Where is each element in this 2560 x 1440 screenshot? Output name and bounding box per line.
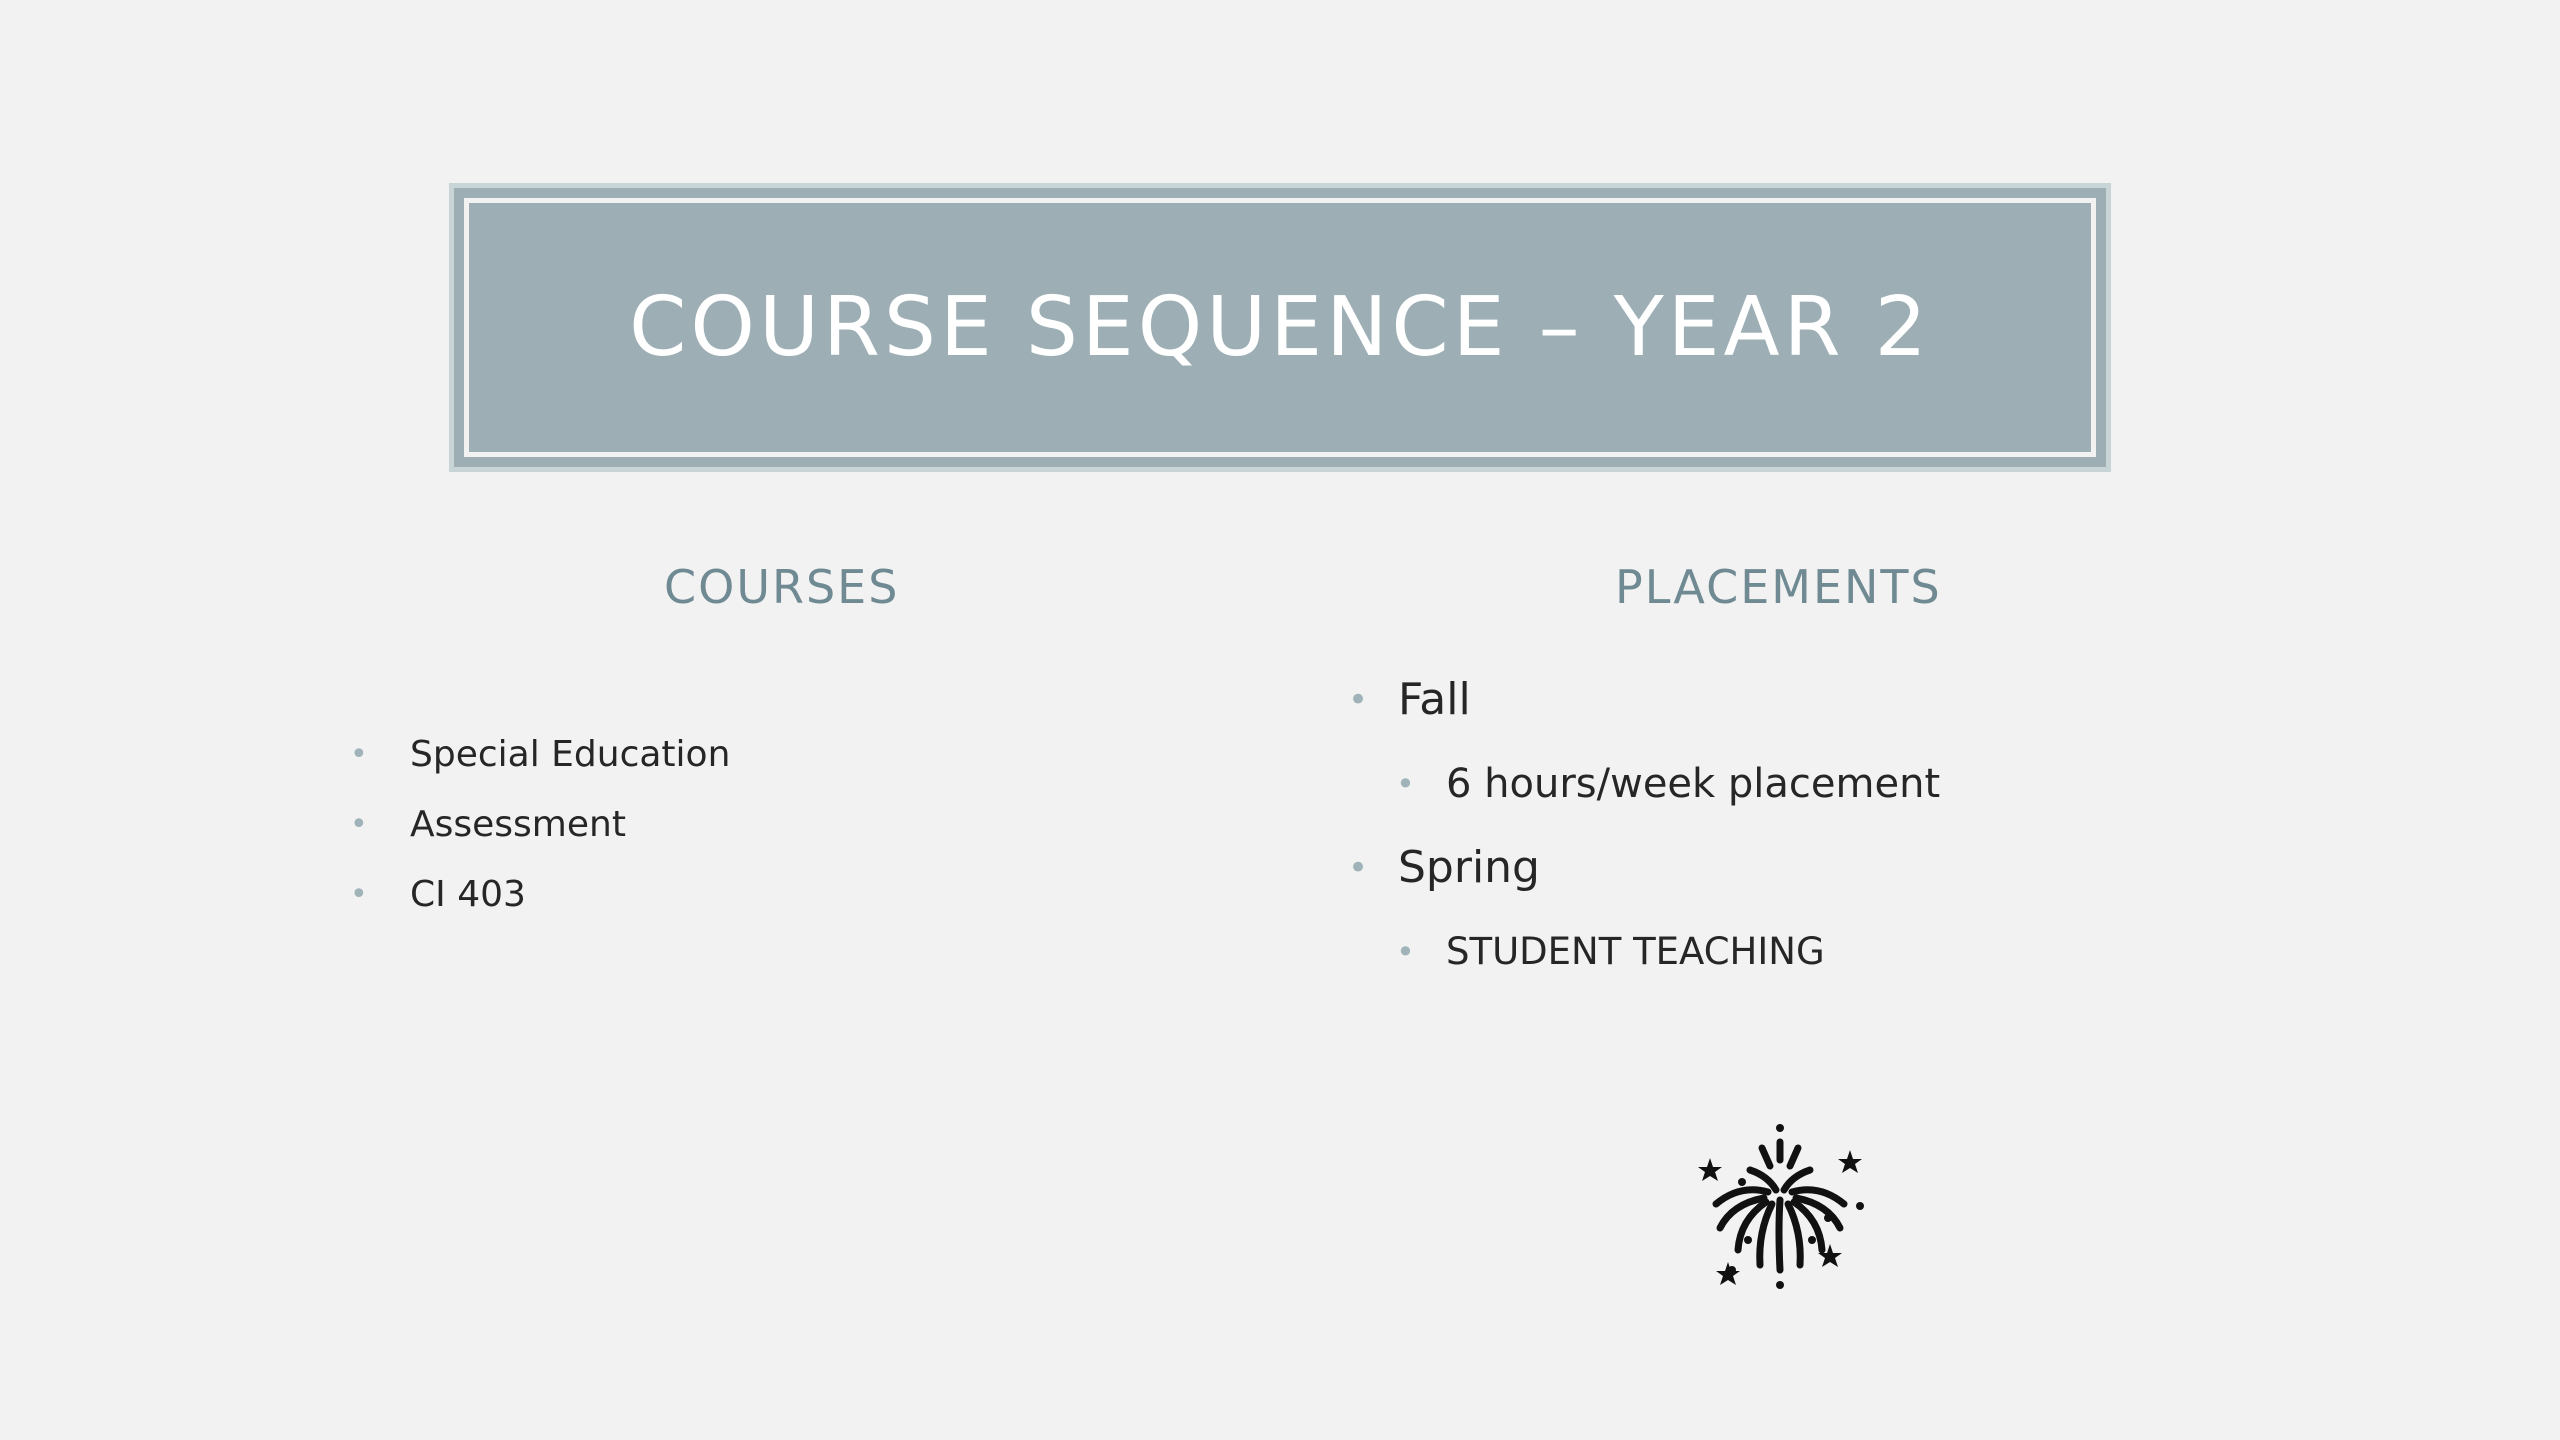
placements-heading: PLACEMENTS <box>1615 560 1942 614</box>
course-label: Assessment <box>410 804 626 845</box>
title-banner <box>449 183 2111 472</box>
list-item <box>350 800 730 870</box>
list-item <box>1348 754 1940 838</box>
fireworks-icon <box>1680 1120 1880 1290</box>
bullet-icon: • <box>1396 933 1415 971</box>
placement-detail: STUDENT TEACHING <box>1446 930 1825 973</box>
title-frame <box>464 198 2096 457</box>
courses-heading: COURSES <box>664 560 900 614</box>
list-item <box>1348 922 1940 1006</box>
bullet-icon: • <box>350 807 368 842</box>
bullet-icon: • <box>350 877 368 912</box>
list-item <box>350 870 730 940</box>
course-label: Special Education <box>410 734 731 775</box>
bullet-icon: • <box>1396 765 1415 803</box>
list-item <box>1348 838 1940 922</box>
course-label: CI 403 <box>410 874 526 915</box>
courses-list <box>350 730 730 940</box>
bullet-icon: • <box>350 737 368 772</box>
list-item <box>1348 670 1940 754</box>
bullet-icon: • <box>1348 680 1369 720</box>
bullet-icon: • <box>1348 848 1369 888</box>
list-item <box>350 730 730 800</box>
slide-title: COURSE SEQUENCE – YEAR 2 <box>629 280 1931 375</box>
placement-term: Spring <box>1398 842 1540 893</box>
placement-detail: 6 hours/week placement <box>1446 761 1941 807</box>
placements-list <box>1348 670 1940 1006</box>
placement-term: Fall <box>1398 674 1471 725</box>
